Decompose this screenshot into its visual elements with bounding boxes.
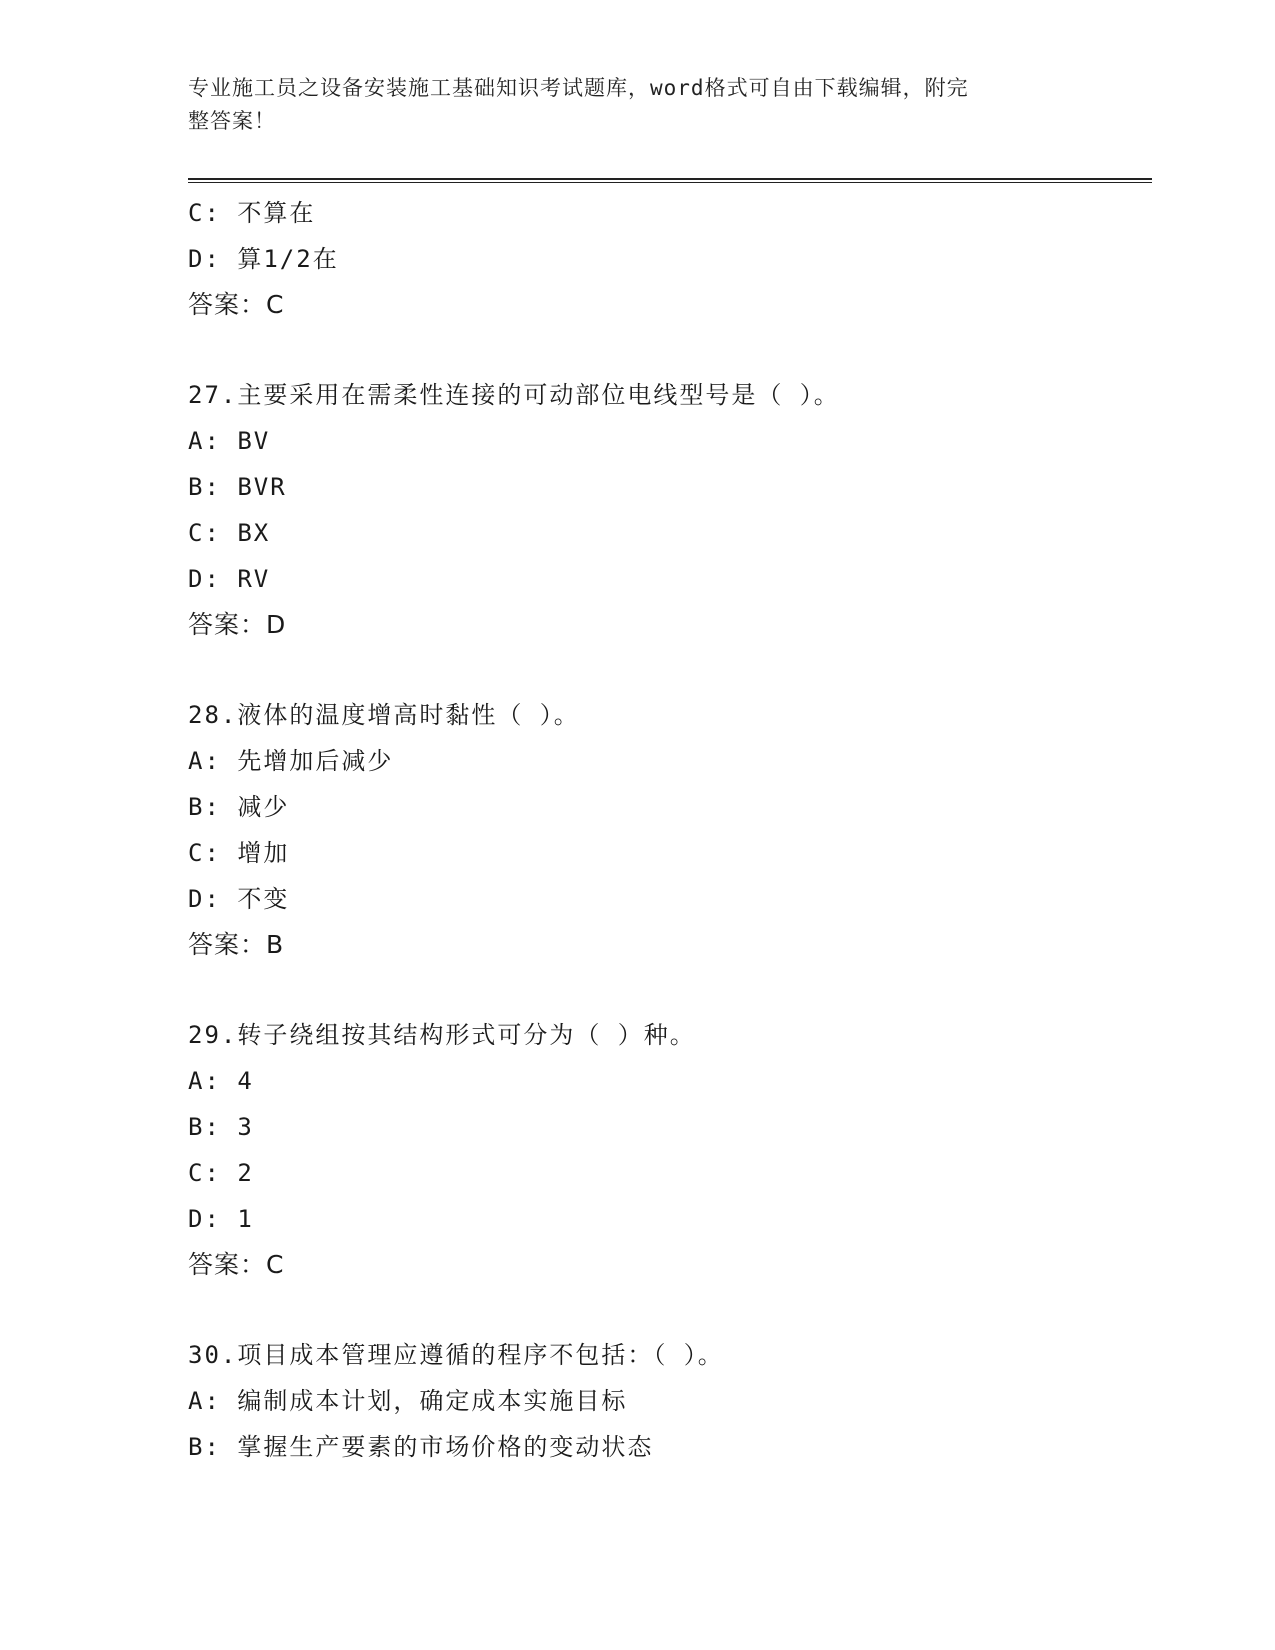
answer: 答案：C bbox=[188, 290, 285, 319]
document-header bbox=[188, 72, 1068, 138]
question-stem: 29.转子绕组按其结构形式可分为（ ）种。 bbox=[188, 1021, 696, 1049]
option-d: D: 1 bbox=[188, 1205, 254, 1233]
option-c: C: 增加 bbox=[188, 839, 290, 867]
header-line-1: 专业施工员之设备安装施工基础知识考试题库，word格式可自由下载编辑，附完 bbox=[188, 76, 969, 100]
question-27 bbox=[188, 372, 1148, 648]
question-29 bbox=[188, 1012, 1148, 1288]
option-a: A: 先增加后减少 bbox=[188, 747, 394, 775]
option-b: B: 3 bbox=[188, 1113, 254, 1141]
option-b: B: 减少 bbox=[188, 793, 290, 821]
question-stem: 28.液体的温度增高时黏性（ ）。 bbox=[188, 701, 580, 729]
option-d: D: 不变 bbox=[188, 885, 290, 913]
question-stem: 27.主要采用在需柔性连接的可动部位电线型号是（ ）。 bbox=[188, 381, 840, 409]
question-30 bbox=[188, 1332, 1148, 1470]
option-a: A: BV bbox=[188, 427, 271, 455]
answer: 答案：C bbox=[188, 1250, 285, 1279]
question-stem: 30.项目成本管理应遵循的程序不包括：（ ）。 bbox=[188, 1341, 724, 1369]
header-divider bbox=[188, 178, 1152, 183]
option-d: D: 算1/2在 bbox=[188, 245, 339, 273]
option-c: C: 2 bbox=[188, 1159, 254, 1187]
question-28 bbox=[188, 692, 1148, 968]
answer: 答案：D bbox=[188, 610, 287, 639]
option-b: B: 掌握生产要素的市场价格的变动状态 bbox=[188, 1433, 654, 1461]
answer: 答案：B bbox=[188, 930, 285, 959]
option-b: B: BVR bbox=[188, 473, 287, 501]
document-body bbox=[188, 190, 1148, 1470]
option-c: C: 不算在 bbox=[188, 199, 316, 227]
question-26-fragment bbox=[188, 190, 1148, 328]
option-a: A: 4 bbox=[188, 1067, 254, 1095]
option-a: A: 编制成本计划，确定成本实施目标 bbox=[188, 1387, 628, 1415]
header-line-2: 整答案！ bbox=[188, 109, 276, 133]
option-c: C: BX bbox=[188, 519, 271, 547]
option-d: D: RV bbox=[188, 565, 271, 593]
